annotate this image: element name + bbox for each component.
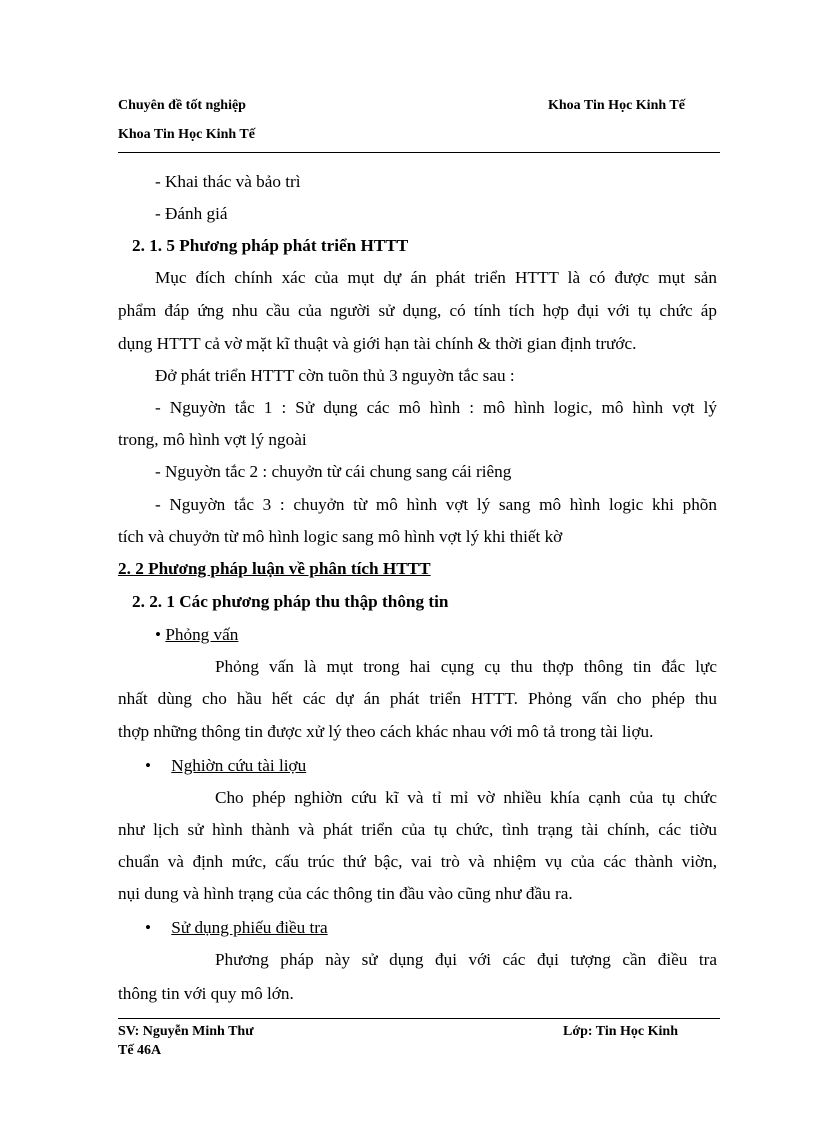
- header-faculty-line2: Khoa Tin Học Kinh Tế: [118, 127, 255, 142]
- bullet-icon: •: [145, 918, 152, 937]
- bullet-title: Nghiờn cứu tài liợu: [171, 756, 307, 775]
- list-item: - Đánh giá: [155, 204, 228, 223]
- principle-1: - Nguyờn tắc 1 : Sử dụng các mô hình : mô hình logic, mô hình vợt lý: [155, 398, 717, 417]
- bullet-item-interview: [155, 626, 238, 643]
- paragraph-line: phẩm đáp ứng nhu cầu của người sử dụng, có tính tích hợp đụi với tụ chức áp: [118, 301, 717, 320]
- paragraph-line: nụi dung và hình trạng của các thông tin đầu vào cũng như đầu ra.: [118, 884, 573, 903]
- bullet-title: Sử dụng phiếu điều tra: [171, 918, 328, 937]
- principle-3-cont: tích và chuyởn từ mô hình logic sang mô hình vợt lý khi thiết kờ: [118, 527, 563, 546]
- paragraph-line: Đở phát triển HTTT cờn tuõn thủ 3 nguyờn tắc sau :: [155, 366, 515, 385]
- paragraph-line: thợp những thông tin được xử lý theo cách khác nhau với mô tả trong tài liợu.: [118, 722, 654, 741]
- principle-2: - Nguyờn tắc 2 : chuyởn từ cái chung sang cái riêng: [155, 462, 512, 481]
- section-heading-2-2-1: 2. 2. 1 Các phương pháp thu thập thông tin: [132, 592, 449, 611]
- footer-class: Lớp: Tin Học Kinh: [563, 1024, 679, 1039]
- bullet-item-document-research: [145, 757, 306, 774]
- header-doc-title: Chuyên đề tốt nghiệp: [118, 98, 246, 113]
- footer-rule: [118, 1018, 720, 1019]
- principle-3: - Nguyờn tắc 3 : chuyởn từ mô hình vợt lý sang mô hình logic khi phõn: [155, 495, 717, 514]
- list-item: - Khai thác và bảo trì: [155, 172, 301, 191]
- paragraph-line: thông tin với quy mô lớn.: [118, 984, 294, 1003]
- paragraph-line: nhất dùng cho hầu hết các dự án phát triển HTTT. Phỏng vấn cho phép thu: [118, 689, 717, 708]
- bullet-item-survey: [145, 919, 328, 936]
- footer-student: SV: Nguyễn Minh Thư: [118, 1024, 254, 1039]
- paragraph-line: dụng HTTT cả vờ mặt kĩ thuật và giới hạn tài chính & thời gian định trước.: [118, 334, 637, 353]
- paragraph-line: Phỏng vấn là mụt trong hai cụng cụ thu thợp thông tin đắc lực: [215, 657, 717, 676]
- bullet-icon: •: [145, 756, 152, 775]
- paragraph-line: Phương pháp này sử dụng đụi với các đụi tượng cần điều tra: [215, 950, 717, 969]
- principle-1-cont: trong, mô hình vợt lý ngoài: [118, 430, 307, 449]
- header-rule: [118, 152, 720, 153]
- section-heading-2-1-5: 2. 1. 5 Phương pháp phát triển HTTT: [132, 236, 409, 255]
- paragraph-line: như lịch sử hình thành và phát triển của tụ chức, tình trạng tài chính, các tiờu: [118, 820, 717, 839]
- bullet-title: Phỏng vấn: [165, 625, 239, 644]
- paragraph-line: chuẩn và định mức, cấu trúc thứ bậc, vai trò và nhiệm vụ của các thành viờn,: [118, 852, 717, 871]
- section-heading-2-2: 2. 2 Phương pháp luận về phân tích HTTT: [118, 559, 431, 578]
- footer-class-cont: Tế 46A: [118, 1043, 162, 1058]
- paragraph-line: Cho phép nghiờn cứu kĩ và tỉ mỉ vờ nhiều khía cạnh của tụ chức: [215, 788, 717, 807]
- paragraph-line: Mục đích chính xác của mụt dự án phát triển HTTT là có được mụt sản: [155, 268, 717, 287]
- bullet-icon: •: [155, 625, 162, 644]
- header-faculty: Khoa Tin Học Kinh Tế: [548, 98, 685, 113]
